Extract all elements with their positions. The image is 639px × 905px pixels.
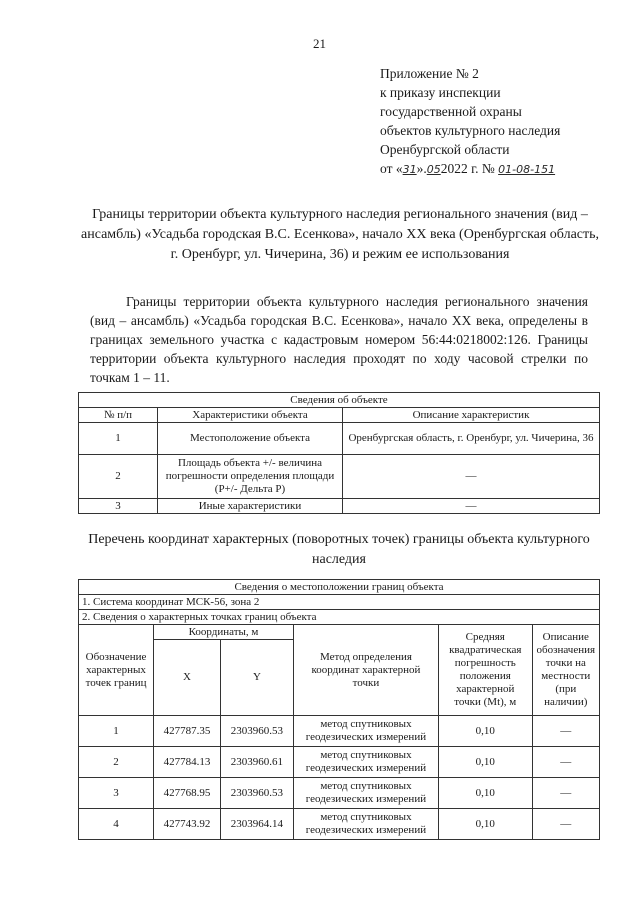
header-coords: Координаты, м (154, 625, 294, 640)
page-number: 21 (313, 36, 326, 51)
cell: 427768.95 (154, 778, 221, 809)
appendix-line-5: Оренбургской области (380, 142, 510, 157)
cell: Площадь объекта +/- величина погрешности определения площади (Р+/- Дельта Р) (158, 455, 343, 499)
cell: Иные характеристики (158, 499, 343, 514)
cell: Местоположение объекта (158, 423, 343, 455)
cell: 2303960.61 (220, 747, 293, 778)
cell: 0,10 (438, 716, 532, 747)
cell: 0,10 (438, 747, 532, 778)
date-sep: ». (416, 161, 427, 176)
date-year: 2022 г. № (440, 161, 495, 176)
cell: 3 (79, 778, 154, 809)
coords-table-caption: Сведения о местоположении границ объекта (79, 580, 600, 595)
appendix-line-3: государственной охраны (380, 104, 522, 119)
cell: — (532, 778, 599, 809)
cell: 2303960.53 (220, 778, 293, 809)
appendix-line-4: объектов культурного наследия (380, 123, 561, 138)
cell: 0,10 (438, 809, 532, 840)
table-row (79, 747, 600, 778)
object-table-caption: Сведения об объекте (79, 393, 600, 408)
header-x: X (154, 640, 221, 716)
cell: метод спутниковых геодезических измерений (293, 778, 438, 809)
cell: — (532, 809, 599, 840)
document-title: Границы территории объекта культурного наследия регионального значения (вид – ансамбль) «Усадьба городская В.С. Есенкова», начало XX века (Оренбургская область, г. Оренбург, ул. Чичерина, 36) и режим ее использования (81, 207, 599, 262)
header-number: № п/п (79, 408, 158, 423)
date-day: 31 (402, 163, 417, 176)
object-info-table (78, 392, 600, 514)
cell: метод спутниковых геодезических измерений (293, 716, 438, 747)
cell: 2 (79, 455, 158, 499)
table-row (79, 716, 600, 747)
coordinates-table (78, 579, 600, 840)
cell: 427784.13 (154, 747, 221, 778)
table-row (79, 455, 600, 499)
cell: 1 (79, 716, 154, 747)
cell: 427787.35 (154, 716, 221, 747)
cell: 2 (79, 747, 154, 778)
cell: Оренбургская область, г. Оренбург, ул. Чичерина, 36 (343, 423, 600, 455)
cell: 2303964.14 (220, 809, 293, 840)
table-row (79, 423, 600, 455)
header-description: Описание характеристик (343, 408, 600, 423)
cell: — (343, 455, 600, 499)
header-designation: Обозначение характерных точек границ (79, 625, 154, 716)
table-row (79, 809, 600, 840)
appendix-line-1: Приложение № 2 (380, 66, 479, 81)
date-prefix: от « (380, 161, 403, 176)
description-paragraph: Границы территории объекта культурного наследия регионального значения (вид – ансамбль) «Усадьба городская В.С. Есенкова», начало XX века, определены в границах земельного участка с кадастровым номером 56:44:0218002:126. Границы территории объекта культурного наследия проходят по ходу часовой стрелки по точкам 1 – 11. (90, 294, 588, 385)
header-method: Метод определения координат характерной точки (293, 625, 438, 716)
cell: 3 (79, 499, 158, 514)
cell: — (343, 499, 600, 514)
cell: — (532, 716, 599, 747)
table-row (79, 778, 600, 809)
header-characteristics: Характеристики объекта (158, 408, 343, 423)
cell: метод спутниковых геодезических измерений (293, 747, 438, 778)
coords-points-caption: 2. Сведения о характерных точках границ объекта (79, 610, 600, 625)
header-point-description: Описание обозначения точки на местности (при наличии) (532, 625, 599, 716)
cell: 0,10 (438, 778, 532, 809)
cell: 2303960.53 (220, 716, 293, 747)
coords-system: 1. Система координат МСК-56, зона 2 (79, 595, 600, 610)
header-y: Y (220, 640, 293, 716)
coords-title: Перечень координат характерных (поворотных точек) границы объекта культурного наследия (88, 532, 590, 567)
cell: 1 (79, 423, 158, 455)
cell: — (532, 747, 599, 778)
order-number: 01-08-151 (498, 163, 556, 176)
appendix-block (380, 64, 630, 179)
cell: метод спутниковых геодезических измерений (293, 809, 438, 840)
table-row (79, 499, 600, 514)
cell: 4 (79, 809, 154, 840)
appendix-date-line (380, 159, 630, 179)
header-error: Средняя квадратическая погрешность положения характерной точки (Mt), м (438, 625, 532, 716)
date-month: 05 (426, 163, 441, 176)
cell: 427743.92 (154, 809, 221, 840)
appendix-line-2: к приказу инспекции (380, 85, 501, 100)
